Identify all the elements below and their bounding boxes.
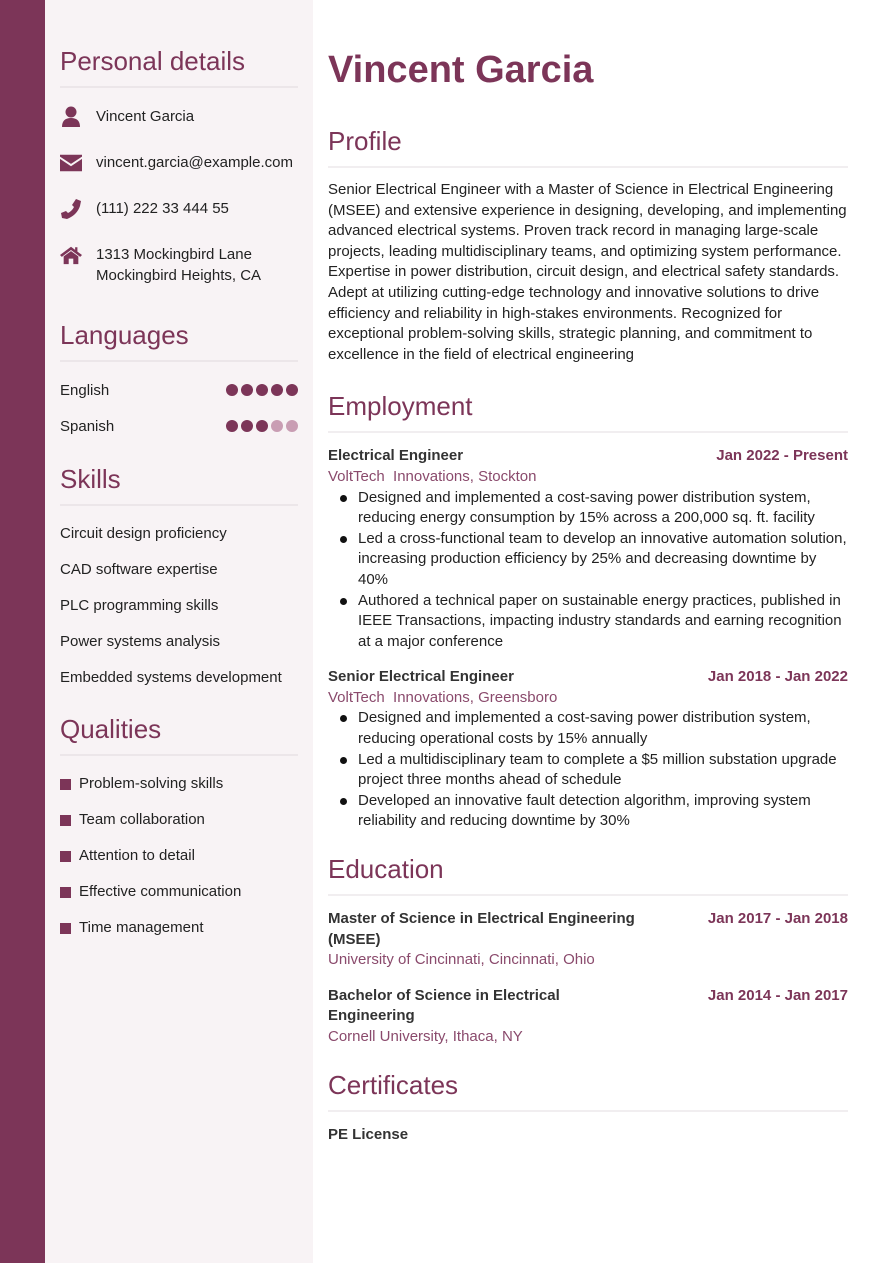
language-name: Spanish (60, 417, 115, 435)
job-bullet: Designed and implemented a cost-saving power distribution system, reducing operational costs by 15% annually (328, 708, 848, 749)
job-bullet: Led a multidisciplinary team to complete a $5 million substation upgrade project three months ahead of schedule (328, 750, 848, 791)
job-dates: Jan 2022 - Present (716, 447, 848, 465)
quality-item (60, 846, 298, 866)
section-heading: Skills (60, 464, 298, 506)
level-dot-filled (271, 384, 283, 396)
education-dates: Jan 2017 - Jan 2018 (707, 910, 848, 928)
sidebar (45, 0, 313, 1263)
square-bullet-icon (60, 779, 71, 790)
candidate-name: Vincent Garcia (328, 49, 594, 91)
education-list (328, 909, 848, 1048)
quality-label: Effective communication (79, 883, 242, 900)
quality-label: Time management (79, 919, 204, 936)
job-header (328, 667, 848, 688)
languages-section (60, 310, 298, 436)
quality-label: Team collaboration (79, 811, 205, 828)
level-dot-empty (286, 420, 298, 432)
square-bullet-icon (60, 887, 71, 898)
level-dot-filled (256, 420, 268, 432)
address-text (96, 244, 261, 286)
qualities-section (60, 704, 298, 938)
skill-item: Embedded systems development (60, 669, 282, 686)
user-icon (60, 106, 82, 128)
language-list (60, 380, 298, 436)
personal-name (60, 106, 298, 128)
section-heading: Languages (60, 320, 298, 362)
quality-item (60, 774, 298, 794)
degree-title: Bachelor of Science in Electrical Engineering (328, 986, 560, 1025)
job-entry (328, 667, 848, 832)
level-dot-filled (241, 384, 253, 396)
job-list (328, 446, 848, 832)
personal-name-text: Vincent Garcia (96, 108, 195, 125)
skill-list (60, 524, 298, 688)
personal-phone (60, 198, 298, 220)
job-header (328, 446, 848, 467)
job-dates: Jan 2018 - Jan 2022 (707, 668, 848, 686)
certificates-section (328, 1070, 848, 1146)
skill-item: Power systems analysis (60, 633, 221, 650)
phone-icon (60, 198, 82, 220)
skills-section (60, 452, 298, 688)
square-bullet-icon (60, 923, 71, 934)
section-heading: Employment (328, 391, 848, 433)
profile-text: Senior Electrical Engineer with a Master of Science in Electrical Engineering (MSEE) and extensive experience in designing, developing, and implementing advanced electrical systems. Proven track record in managing large-scale projects, leading multidisciplinary teams, and optimizing system performance. Expertise in power distribution, circuit design, and electrical safety standards. Adept at utilizing cutting-edge technology and innovative solutions to drive efficiency and reliability in high-stakes environments. Recognized for exceptional problem-solving skills, strategic planning, and commitment to excellence in the field of electrical engineering (328, 181, 847, 363)
accent-stripe (0, 0, 45, 1263)
job-bullet: Developed an innovative fault detection algorithm, improving system reliability and reducing downtime by 30% (328, 791, 848, 832)
main-content (328, 0, 848, 1145)
job-company: VoltTech Innovations, Stockton (328, 467, 537, 485)
degree-title: Master of Science in Electrical Engineering (MSEE) (328, 910, 635, 948)
school-name: University of Cincinnati, Cincinnati, Ohio (328, 951, 595, 969)
quality-item (60, 918, 298, 938)
education-entry (328, 986, 848, 1048)
certificate-item: PE License (328, 1125, 409, 1143)
level-dot-filled (241, 420, 253, 432)
job-title: Senior Electrical Engineer (328, 668, 514, 686)
quality-item (60, 810, 298, 830)
section-heading: Certificates (328, 1070, 848, 1112)
address-line-2: Mockingbird Heights, CA (96, 267, 262, 284)
level-dot-filled (286, 384, 298, 396)
level-dot-filled (226, 384, 238, 396)
level-dot-filled (256, 384, 268, 396)
job-bullets (328, 488, 848, 653)
section-heading: Profile (328, 126, 848, 168)
profile-section (328, 126, 848, 365)
email-link[interactable]: vincent.garcia@example.com (96, 154, 293, 171)
job-bullets (328, 708, 848, 832)
skill-item: Circuit design proficiency (60, 525, 227, 542)
personal-address (60, 244, 298, 286)
square-bullet-icon (60, 815, 71, 826)
personal-email (60, 152, 298, 174)
level-dot-filled (226, 420, 238, 432)
envelope-icon (60, 152, 82, 174)
phone-link[interactable]: (111) 222 33 444 55 (96, 200, 229, 217)
education-entry (328, 909, 848, 971)
school-name: Cornell University, Ithaca, NY (328, 1028, 523, 1045)
level-dot-empty (271, 420, 283, 432)
job-company: VoltTech Innovations, Greensboro (328, 688, 558, 706)
language-name: English (60, 381, 110, 399)
employment-section (328, 391, 848, 832)
job-bullet: Designed and implemented a cost-saving power distribution system, reducing energy consumption by 15% across a 200,000 sq. ft. facility (328, 488, 848, 529)
personal-details-section (60, 0, 298, 286)
job-bullet: Led a cross-functional team to develop an innovative automation solution, increasing production efficiency by 25% and decreasing downtime by 40% (328, 529, 848, 591)
education-dates: Jan 2014 - Jan 2017 (707, 986, 848, 1004)
education-header (328, 909, 848, 950)
section-heading: Personal details (60, 46, 298, 88)
job-title: Electrical Engineer (328, 447, 464, 465)
language-item (60, 380, 298, 400)
quality-list (60, 774, 298, 938)
education-section (328, 854, 848, 1048)
section-heading: Education (328, 854, 848, 896)
education-header (328, 986, 848, 1027)
language-level-rating (226, 420, 298, 432)
quality-label: Problem-solving skills (79, 775, 224, 792)
address-line-1: 1313 Mockingbird Lane (96, 246, 252, 263)
skill-item: PLC programming skills (60, 597, 219, 614)
language-level-rating (226, 384, 298, 396)
certificate-list (328, 1125, 848, 1146)
quality-item (60, 882, 298, 902)
job-bullet: Authored a technical paper on sustainable energy practices, published in IEEE Transactions, impacting industry standards and earning recognition at a major conference (328, 591, 848, 653)
home-icon (60, 244, 82, 266)
job-entry (328, 446, 848, 652)
skill-item: CAD software expertise (60, 561, 218, 578)
square-bullet-icon (60, 851, 71, 862)
quality-label: Attention to detail (79, 847, 195, 864)
language-item (60, 416, 298, 436)
section-heading: Qualities (60, 714, 298, 756)
